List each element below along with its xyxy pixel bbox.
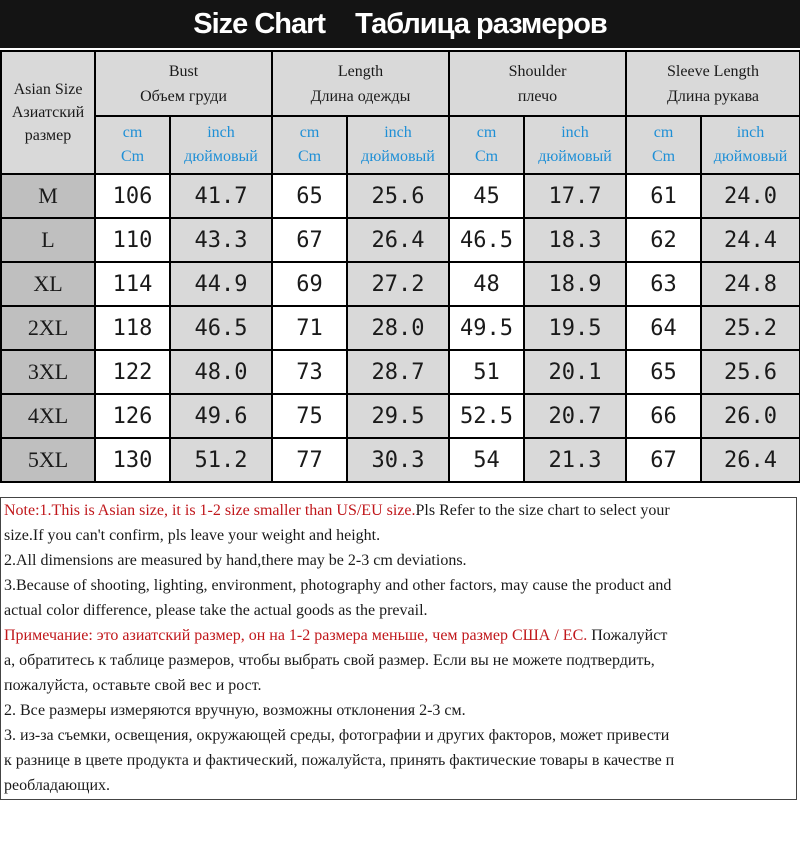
size-chart-table [0, 50, 800, 483]
size-label: 2XL [1, 306, 95, 350]
cm-value: 122 [95, 350, 170, 394]
inch-value: 19.5 [524, 306, 626, 350]
asian-size-ru-1: Азиатский [11, 104, 85, 121]
note-ru-1b: а, обратитесь к таблице размеров, чтобы выбрать свой размер. Если вы не можете подтвердить, [4, 652, 655, 669]
inch-value: 17.7 [524, 174, 626, 218]
note-ru-2: 2. Все размеры измеряются вручную, возможны отклонения 2-3 см. [4, 702, 466, 719]
cm-value: 67 [272, 218, 347, 262]
inch-value: 26.4 [701, 438, 800, 482]
inch-value: 26.0 [701, 394, 800, 438]
note-ru-3c: реобладающих. [4, 777, 111, 794]
sleeve-ru: Длина рукава [667, 87, 760, 105]
inch-value: 18.9 [524, 262, 626, 306]
cm-value: 71 [272, 306, 347, 350]
cm-value: 114 [95, 262, 170, 306]
inch-value: 51.2 [170, 438, 272, 482]
table-row [1, 218, 800, 262]
inch-value: 20.1 [524, 350, 626, 394]
inch-value: 21.3 [524, 438, 626, 482]
cm-value: 66 [626, 394, 701, 438]
size-label: 4XL [1, 394, 95, 438]
cm-value: 63 [626, 262, 701, 306]
inch-value: 24.8 [701, 262, 800, 306]
inch-value: 29.5 [347, 394, 449, 438]
unit-inch: inch дюймовый [524, 116, 626, 174]
cm-value: 130 [95, 438, 170, 482]
cm-value: 67 [626, 438, 701, 482]
title-ru: Таблица размеров [355, 7, 607, 40]
note-ru-1c: пожалуйста, оставьте свой вес и рост. [4, 677, 262, 694]
bust-ru: Объем груди [140, 87, 227, 105]
asian-size-en: Asian Size [13, 81, 83, 98]
cm-value: 65 [626, 350, 701, 394]
note-en-1: Note:1.This is Asian size, it is 1-2 size smaller than US/EU size.Pls Refer to the size chart to select your [4, 502, 670, 519]
inch-value: 26.4 [347, 218, 449, 262]
title-bar [0, 0, 800, 48]
table-row [1, 174, 800, 218]
sleeve-en: Sleeve Length [667, 62, 759, 80]
notes-box [0, 497, 797, 800]
inch-value: 24.0 [701, 174, 800, 218]
note-en-2: 2.All dimensions are measured by hand,there may be 2-3 cm deviations. [4, 552, 467, 569]
table-row [1, 350, 800, 394]
shoulder-header [449, 51, 626, 116]
size-label: M [1, 174, 95, 218]
unit-cm: cm Cm [95, 116, 170, 174]
inch-value: 48.0 [170, 350, 272, 394]
shoulder-en: Shoulder [508, 62, 567, 80]
unit-cm: cm Cm [272, 116, 347, 174]
inch-value: 44.9 [170, 262, 272, 306]
unit-inch: inch дюймовый [347, 116, 449, 174]
cm-value: 106 [95, 174, 170, 218]
cm-value: 110 [95, 218, 170, 262]
length-ru: Длина одежды [310, 87, 411, 105]
inch-value: 27.2 [347, 262, 449, 306]
inch-value: 25.2 [701, 306, 800, 350]
cm-value: 51 [449, 350, 524, 394]
inch-value: 18.3 [524, 218, 626, 262]
bust-header [95, 51, 272, 116]
unit-cm: cm Cm [626, 116, 701, 174]
inch-value: 41.7 [170, 174, 272, 218]
asian-size-ru-2: размер [24, 127, 72, 144]
note-ru-3a: 3. из-за съемки, освещения, окружающей среды, фотографии и других факторов, может привести [4, 727, 670, 744]
asian-size-header [1, 51, 95, 174]
cm-value: 69 [272, 262, 347, 306]
cm-value: 64 [626, 306, 701, 350]
cm-value: 77 [272, 438, 347, 482]
size-label: 3XL [1, 350, 95, 394]
note-ru-1: Примечание: это азиатский размер, он на 1-2 размера меньше, чем размер США / ЕС. Пожалуйст [4, 627, 668, 644]
inch-value: 43.3 [170, 218, 272, 262]
cm-value: 75 [272, 394, 347, 438]
note-ru-3b: к разнице в цвете продукта и фактический, пожалуйста, принять фактические товары в качестве п [4, 752, 675, 769]
shoulder-ru: плечо [517, 87, 558, 105]
units-row [1, 116, 800, 174]
table-row [1, 394, 800, 438]
title-en: Size Chart [193, 7, 326, 40]
cm-value: 126 [95, 394, 170, 438]
header-row [1, 51, 800, 116]
inch-value: 25.6 [347, 174, 449, 218]
table-row [1, 438, 800, 482]
sleeve-header [626, 51, 800, 116]
size-label: 5XL [1, 438, 95, 482]
unit-inch: inch дюймовый [170, 116, 272, 174]
note-en-3a: 3.Because of shooting, lighting, environment, photography and other factors, may cause the product and [4, 577, 672, 594]
note-en-1b: size.If you can't confirm, pls leave your weight and height. [4, 527, 381, 544]
cm-value: 52.5 [449, 394, 524, 438]
inch-value: 49.6 [170, 394, 272, 438]
inch-value: 28.7 [347, 350, 449, 394]
cm-value: 49.5 [449, 306, 524, 350]
table-row [1, 262, 800, 306]
size-label: XL [1, 262, 95, 306]
cm-value: 46.5 [449, 218, 524, 262]
note-en-3b: actual color difference, please take the actual goods as the prevail. [4, 602, 428, 619]
cm-value: 48 [449, 262, 524, 306]
cm-value: 54 [449, 438, 524, 482]
cm-value: 62 [626, 218, 701, 262]
inch-value: 30.3 [347, 438, 449, 482]
unit-cm: cm Cm [449, 116, 524, 174]
table-row [1, 306, 800, 350]
length-header [272, 51, 449, 116]
unit-inch: inch дюймовый [701, 116, 800, 174]
cm-value: 65 [272, 174, 347, 218]
cm-value: 61 [626, 174, 701, 218]
length-en: Length [337, 62, 384, 80]
inch-value: 28.0 [347, 306, 449, 350]
bust-en: Bust [168, 62, 199, 80]
cm-value: 118 [95, 306, 170, 350]
inch-value: 46.5 [170, 306, 272, 350]
inch-value: 25.6 [701, 350, 800, 394]
inch-value: 20.7 [524, 394, 626, 438]
size-label: L [1, 218, 95, 262]
cm-value: 45 [449, 174, 524, 218]
inch-value: 24.4 [701, 218, 800, 262]
size-rows [1, 174, 800, 482]
cm-value: 73 [272, 350, 347, 394]
